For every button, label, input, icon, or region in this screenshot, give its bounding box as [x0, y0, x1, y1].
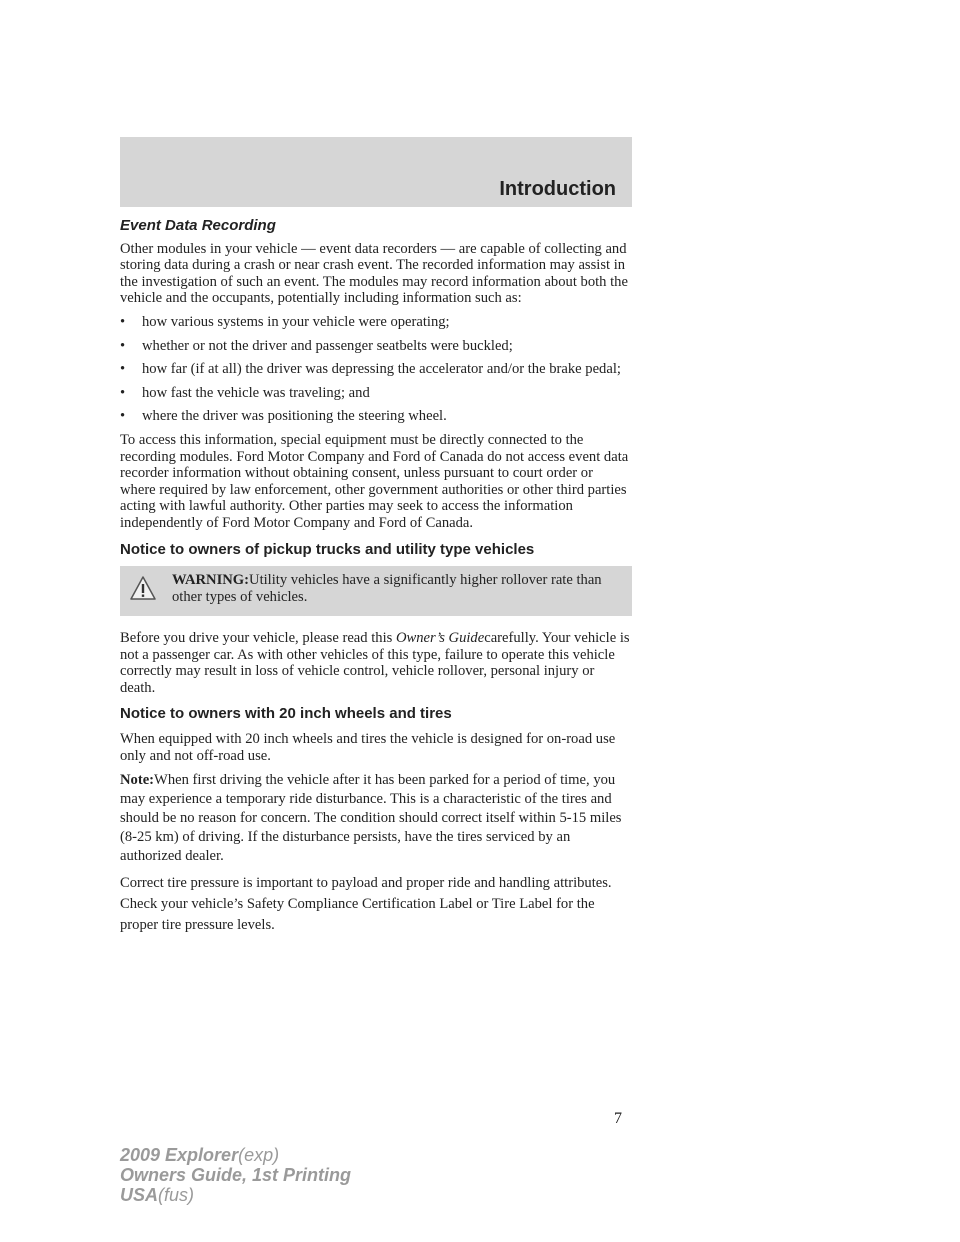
- list-item: • how far (if at all) the driver was depressing the accelerator and/or the brake pedal;: [120, 361, 621, 378]
- list-item: • where the driver was positioning the steering wheel.: [120, 408, 447, 425]
- page-number: 7: [614, 1110, 622, 1127]
- footer-imprint: 2009 Explorer(exp) Owners Guide, 1st Printing USA(fus): [120, 1145, 352, 1205]
- list-item: • how various systems in your vehicle were operating;: [120, 313, 450, 330]
- header-band: [120, 137, 632, 207]
- wheels-note: Note:When first driving the vehicle after it has been parked for a period of time, you may experience a temporary ride disturbance. This is a characteristic of the tires and should be no reason for concern. The condition should correct itself within 5-15 miles (8-25 km) of driving. If the disturbance persists, have the tires serviced by an authorized dealer.: [120, 772, 622, 865]
- page-title: Introduction: [499, 178, 616, 200]
- warning-text: WARNING:Utility vehicles have a significantly higher rollover rate than other types of vehicles.: [172, 572, 602, 605]
- bullet-icon: •: [120, 361, 126, 378]
- section-title-wheels: Notice to owners with 20 inch wheels and tires: [120, 705, 452, 723]
- event-data-intro: Other modules in your vehicle — event data recorders — are capable of collecting and storing data during a crash or near crash event. The recorded information may assist in the investigation of such an event. The modules may record information about both the vehicle and the occupants, potentially including information such as:: [120, 240, 628, 307]
- pickup-paragraph: Before you drive your vehicle, please read this Owner’s Guidecarefully. Your vehicle is not a passenger car. As with other vehicles of this type, failure to operate this vehicle correctly may result in loss of vehicle control, vehicle rollover, personal injury or death.: [120, 630, 630, 696]
- list-item: • whether or not the driver and passenger seatbelts were buckled;: [120, 337, 513, 354]
- warning-label: WARNING:: [172, 572, 250, 589]
- wheels-paragraph: When equipped with 20 inch wheels and tires the vehicle is designed for on-road use only and not off-road use.: [120, 731, 616, 764]
- note-label: Note:: [120, 772, 155, 789]
- page-content: [120, 218, 632, 943]
- bullet-icon: •: [120, 408, 126, 425]
- warning-box: [120, 566, 632, 616]
- bullet-icon: •: [120, 313, 126, 330]
- tire-pressure-paragraph: Correct tire pressure is important to payload and proper ride and handling attributes. Check your vehicle’s Safety Compliance Certification Label or Tire Label for the proper tire pressure levels.: [120, 875, 612, 934]
- list-item: • how fast the vehicle was traveling; and: [120, 384, 370, 401]
- section-title-event-data: Event Data Recording: [120, 217, 276, 234]
- event-data-list: [120, 314, 632, 425]
- owners-guide-reference: Owner’s Guide: [395, 630, 485, 647]
- bullet-icon: •: [120, 384, 126, 401]
- warning-triangle-icon: [130, 576, 156, 600]
- bullet-icon: •: [120, 337, 126, 354]
- event-data-access: To access this information, special equipment must be directly connected to the recording modules. Ford Motor Company and Ford of Canada do not access event data recorder information without obtaining consent, unless pursuant to court order or where required by law enforcement, other government authorities or other third parties acting with lawful authority. Other parties may seek to access the information independently of Ford Motor Company and Ford of Canada.: [120, 431, 629, 531]
- section-title-pickup: Notice to owners of pickup trucks and utility type vehicles: [120, 540, 535, 558]
